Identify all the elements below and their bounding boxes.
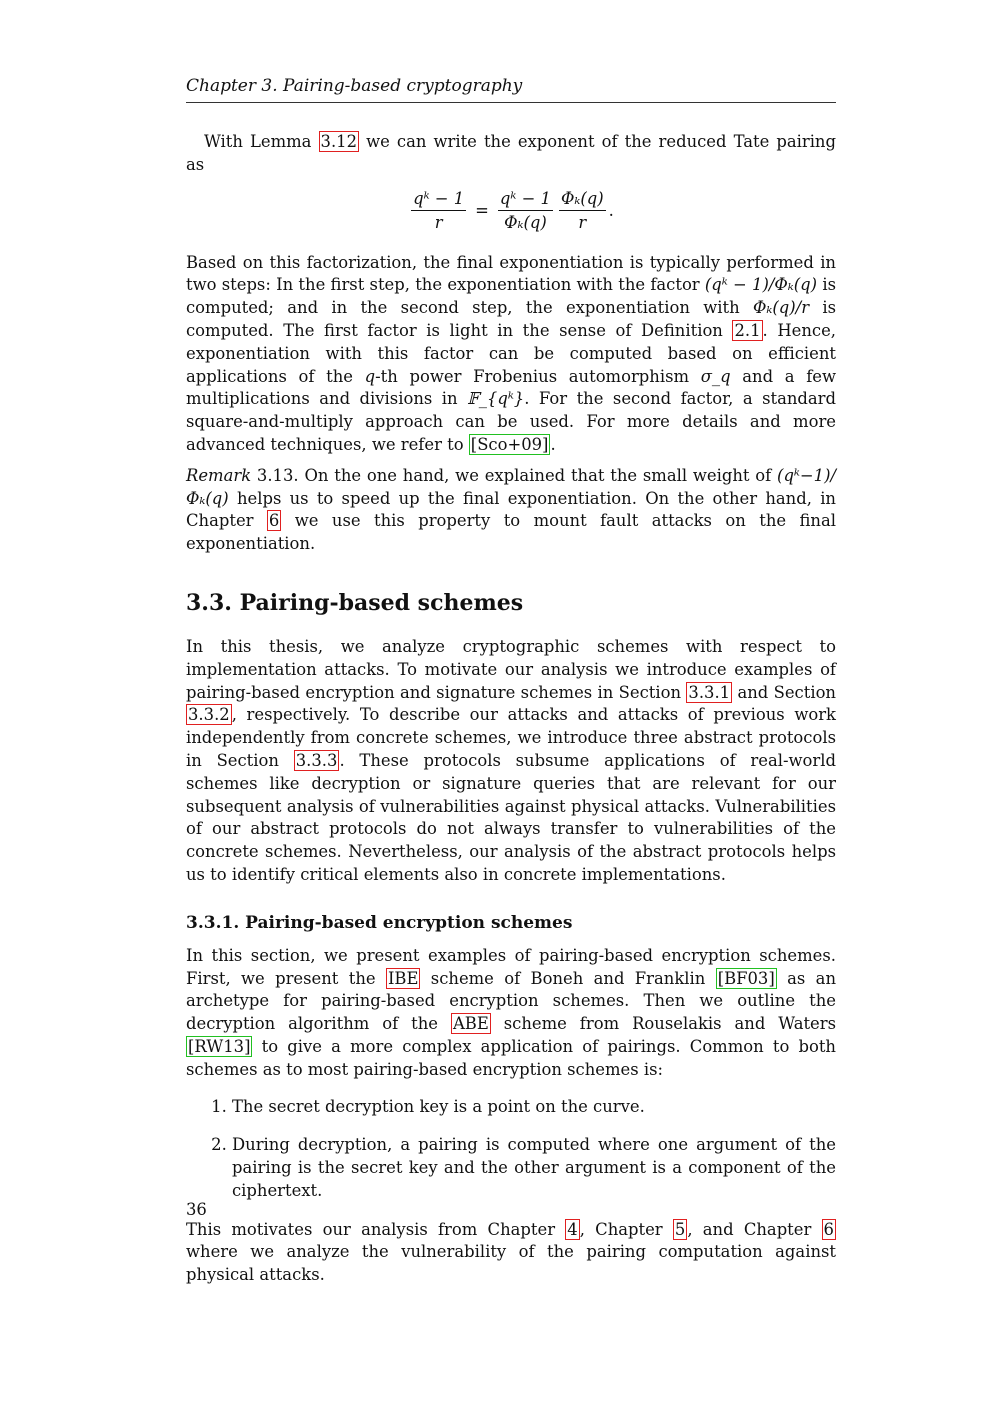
text: . These protocols subsume applications of real-world schemes like decryption or signature queries that are relevant for our subsequent analysis of vulnerabilities against physical attacks. Vulnerabilities of our abstract protocols do not always transfer to vulnerabilities of the concrete schemes. Nevertheless, our analysis of the abstract protocols helps us to identify critical elements also in concrete implementations. [186, 750, 836, 884]
section-heading: 3.3. Pairing-based schemes [186, 589, 524, 616]
chapter-link[interactable]: 6 [268, 511, 280, 531]
text: to give a more complex application of pairings. Common to both schemes as to most pairing-based encryption schemes is: [186, 1036, 836, 1079]
text: scheme of Boneh and Franklin [420, 968, 716, 988]
text: , Chapter [579, 1219, 673, 1239]
lhs-numerator: qᵏ − 1 [411, 189, 466, 211]
intro-text-after: we can write the exponent of the reduced Tate pairing as [186, 132, 836, 174]
section-link-3-3-3[interactable]: 3.3.3 [295, 750, 338, 770]
mid-numerator: qᵏ − 1 [498, 189, 553, 211]
section-paragraph [186, 636, 836, 887]
chapter-6-link[interactable]: 6 [823, 1219, 834, 1239]
text: . [550, 434, 556, 454]
lhs-denominator: r [434, 212, 443, 232]
text: . For the second factor, a standard square-and-multiply approach can be used. For more details and more advanced techniques, we refer to [186, 389, 837, 454]
text: is computed; and in the second step, the exponentiation with [186, 275, 836, 318]
factorization-paragraph [186, 252, 836, 457]
subsection-heading: 3.3.1. Pairing-based encryption schemes [186, 912, 573, 933]
list-item: 2. During decryption, a pairing is computed where one argument of the pairing is the secret key and the other argument is a component of the ciphertext. [232, 1134, 836, 1202]
text: is computed. The first factor is light in the sense of Definition [186, 298, 836, 340]
text: In this section, we present examples of pairing-based encryption schemes. First, we present the [186, 945, 836, 988]
equals-sign: = [475, 200, 489, 220]
exponent-equation [186, 189, 836, 232]
text: we use this property to mount fault attacks on the final exponentiation. [186, 511, 836, 554]
math-field: 𝔽_{qᵏ} [467, 389, 525, 409]
text: . Hence, exponentiation with this factor can be computed based on efficient applications of the [186, 320, 836, 386]
text: On the one hand, we explained that the small weight of [298, 465, 778, 485]
running-header: Chapter 3. Pairing-based cryptography [186, 76, 836, 103]
math-factor-2: Φₖ(q)/r [752, 298, 810, 318]
chapter-4-link[interactable]: 4 [567, 1219, 578, 1239]
fraction-lhs [411, 189, 466, 232]
math-sigma: σ_q [700, 366, 731, 386]
text: , and Chapter [687, 1219, 822, 1239]
conclusion-paragraph [186, 1219, 836, 1287]
section-link-3-3-1[interactable]: 3.3.1 [688, 682, 731, 702]
page-body [186, 76, 836, 1287]
remark-label: Remark [186, 465, 252, 485]
math-factor: (qᵏ−1)/Φₖ(q) [186, 465, 836, 508]
text: and Section [732, 682, 836, 702]
text: as an archetype for pairing-based encryption schemes. Then we outline the decryption algorithm of the [186, 968, 836, 1034]
page-number: 36 [186, 1200, 207, 1219]
definition-link[interactable]: 2.1 [734, 320, 761, 340]
fraction-mid [498, 189, 553, 232]
text: In this thesis, we analyze cryptographic schemes with respect to implementation attacks. To motivate our analysis we introduce examples of pairing-based encryption and signature schemes in Section [186, 636, 836, 702]
intro-paragraph [186, 131, 836, 177]
ibe-acronym-link[interactable]: IBE [387, 968, 419, 988]
abe-acronym-link[interactable]: ABE [452, 1014, 489, 1034]
lemma-link[interactable]: 3.12 [320, 132, 358, 151]
text: scheme from Rouselakis and Waters [490, 1014, 837, 1034]
remark-number: 3.13. [251, 465, 299, 485]
remark-paragraph [186, 465, 836, 556]
equation-period: . [608, 200, 614, 220]
intro-text: With Lemma [204, 132, 319, 151]
rhs-numerator: Φₖ(q) [559, 189, 606, 211]
text: -th power Frobenius automorphism [375, 366, 701, 386]
subsection-paragraph [186, 945, 836, 1082]
citation-bf03[interactable]: [BF03] [717, 968, 775, 988]
chapter-5-link[interactable]: 5 [674, 1219, 686, 1239]
math-factor: (qᵏ − 1)/Φₖ(q) [704, 275, 818, 295]
citation-sco09[interactable]: [Sco+09] [470, 434, 549, 454]
text: Based on this factorization, the final exponentiation is typically performed in two steps: In the first step, the exponentiation with the factor [186, 252, 836, 295]
text: , respectively. To describe our attacks and attacks of previous work independently from concrete schemes, we introduce three abstract protocols in Section [186, 705, 836, 770]
fraction-rhs [559, 189, 606, 232]
properties-list [186, 1096, 836, 1203]
mid-denominator: Φₖ(q) [504, 212, 547, 232]
text: where we analyze the vulnerability of the pairing computation against physical attacks. [186, 1242, 836, 1285]
list-item: 1. The secret decryption key is a point on the curve. [232, 1096, 836, 1119]
text: This motivates our analysis from Chapter [186, 1219, 566, 1239]
text: helps us to speed up the final exponentiation. On the other hand, in Chapter [186, 488, 836, 531]
rhs-denominator: r [578, 212, 587, 232]
math-q: q [364, 366, 376, 386]
citation-rw13[interactable]: [RW13] [188, 1036, 251, 1056]
section-link-3-3-2[interactable]: 3.3.2 [188, 705, 230, 725]
text: and a few multiplications and divisions in [186, 366, 836, 409]
